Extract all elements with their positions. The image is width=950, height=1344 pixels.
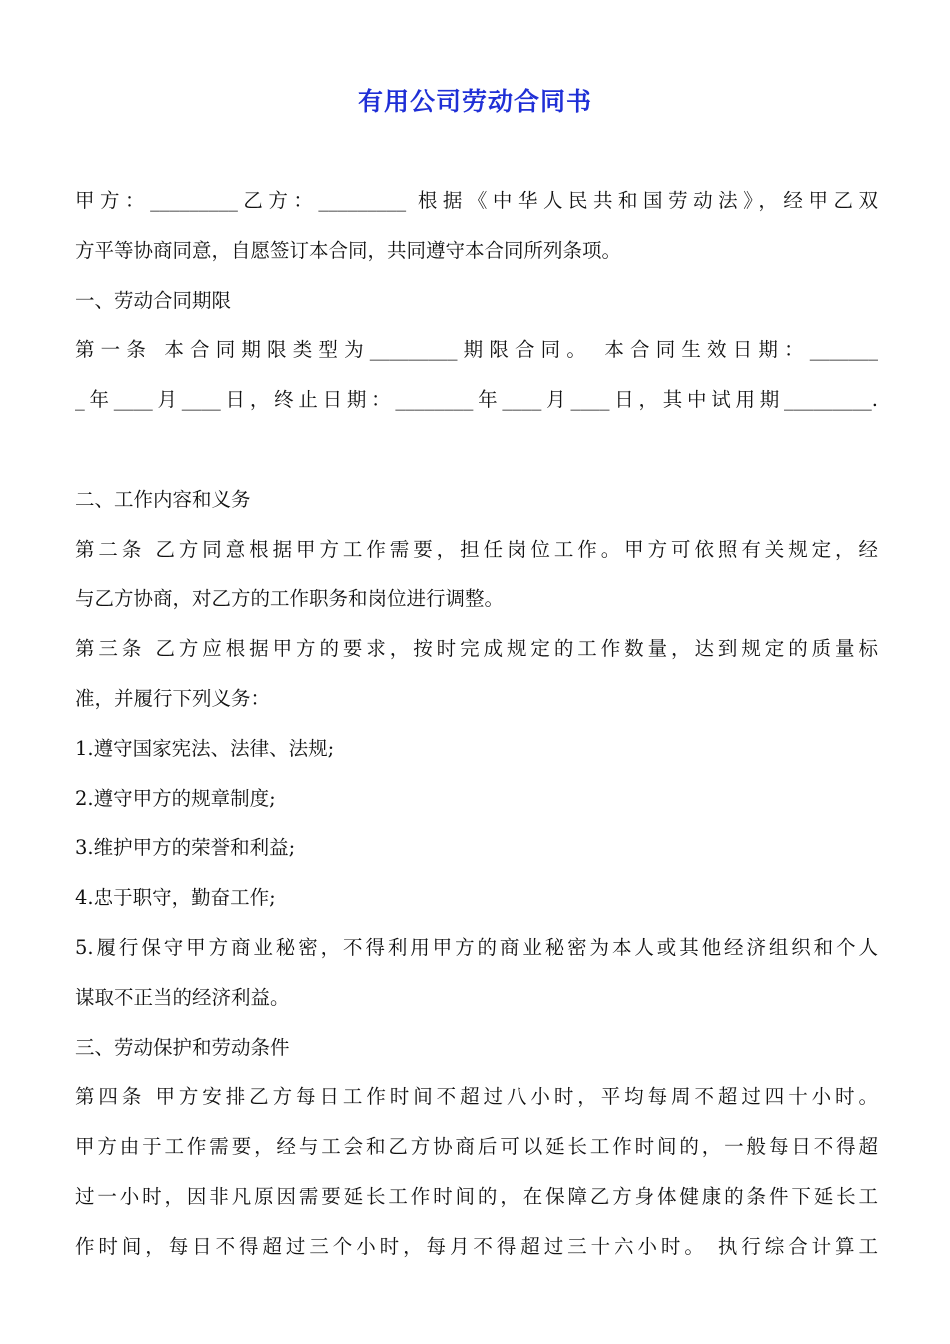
paragraph-line: 方平等协商同意，自愿签订本合同，共同遵守本合同所列条项。 xyxy=(75,238,622,262)
article-line: _年____月____日，终止日期：________年____月____日，其中试用期_________. xyxy=(75,388,878,412)
list-item: 3.维护甲方的荣誉和利益; xyxy=(75,836,296,860)
article-line: 第三条 乙方应根据甲方的要求，按时完成规定的工作数量，达到规定的质量标 xyxy=(75,637,878,661)
article-line: 第四条 甲方安排乙方每日工作时间不超过八小时，平均每周不超过四十小时。 xyxy=(75,1085,878,1109)
article-line: 作时间，每日不得超过三个小时，每月不得超过三十六小时。 执行综合计算工 xyxy=(75,1234,878,1258)
list-item: 5.履行保守甲方商业秘密，不得利用甲方的商业秘密为本人或其他经济组织和个人 xyxy=(75,935,878,959)
section-heading: 三、劳动保护和劳动条件 xyxy=(75,1035,290,1059)
article-line: 准，并履行下列义务： xyxy=(75,686,271,710)
article-line: 与乙方协商，对乙方的工作职务和岗位进行调整。 xyxy=(75,587,505,611)
section-heading: 一、劳动合同期限 xyxy=(75,288,232,312)
article-line: 甲方由于工作需要，经与工会和乙方协商后可以延长工作时间的，一般每日不得超 xyxy=(75,1135,878,1159)
article-line: 第一条 本合同期限类型为_________期限合同。 本合同生效日期：_______ xyxy=(75,338,878,362)
document-body xyxy=(75,176,878,1272)
list-item: 1.遵守国家宪法、法律、法规; xyxy=(75,736,335,760)
blank-line xyxy=(75,425,878,475)
paragraph-line: 甲方：_________乙方：_________ 根据《中华人民共和国劳动法》，经甲乙双 xyxy=(75,189,878,212)
list-item: 4.忠于职守，勤奋工作; xyxy=(75,886,276,910)
list-item: 2.遵守甲方的规章制度; xyxy=(75,786,276,810)
section-heading: 二、工作内容和义务 xyxy=(75,487,251,511)
article-line: 过一小时，因非凡原因需要延长工作时间的，在保障乙方身体健康的条件下延长工 xyxy=(75,1184,878,1208)
document-title: 有用公司劳动合同书 xyxy=(357,87,592,116)
list-item: 谋取不正当的经济利益。 xyxy=(75,985,290,1009)
article-line: 第二条 乙方同意根据甲方工作需要，担任岗位工作。甲方可依照有关规定，经 xyxy=(75,537,878,561)
